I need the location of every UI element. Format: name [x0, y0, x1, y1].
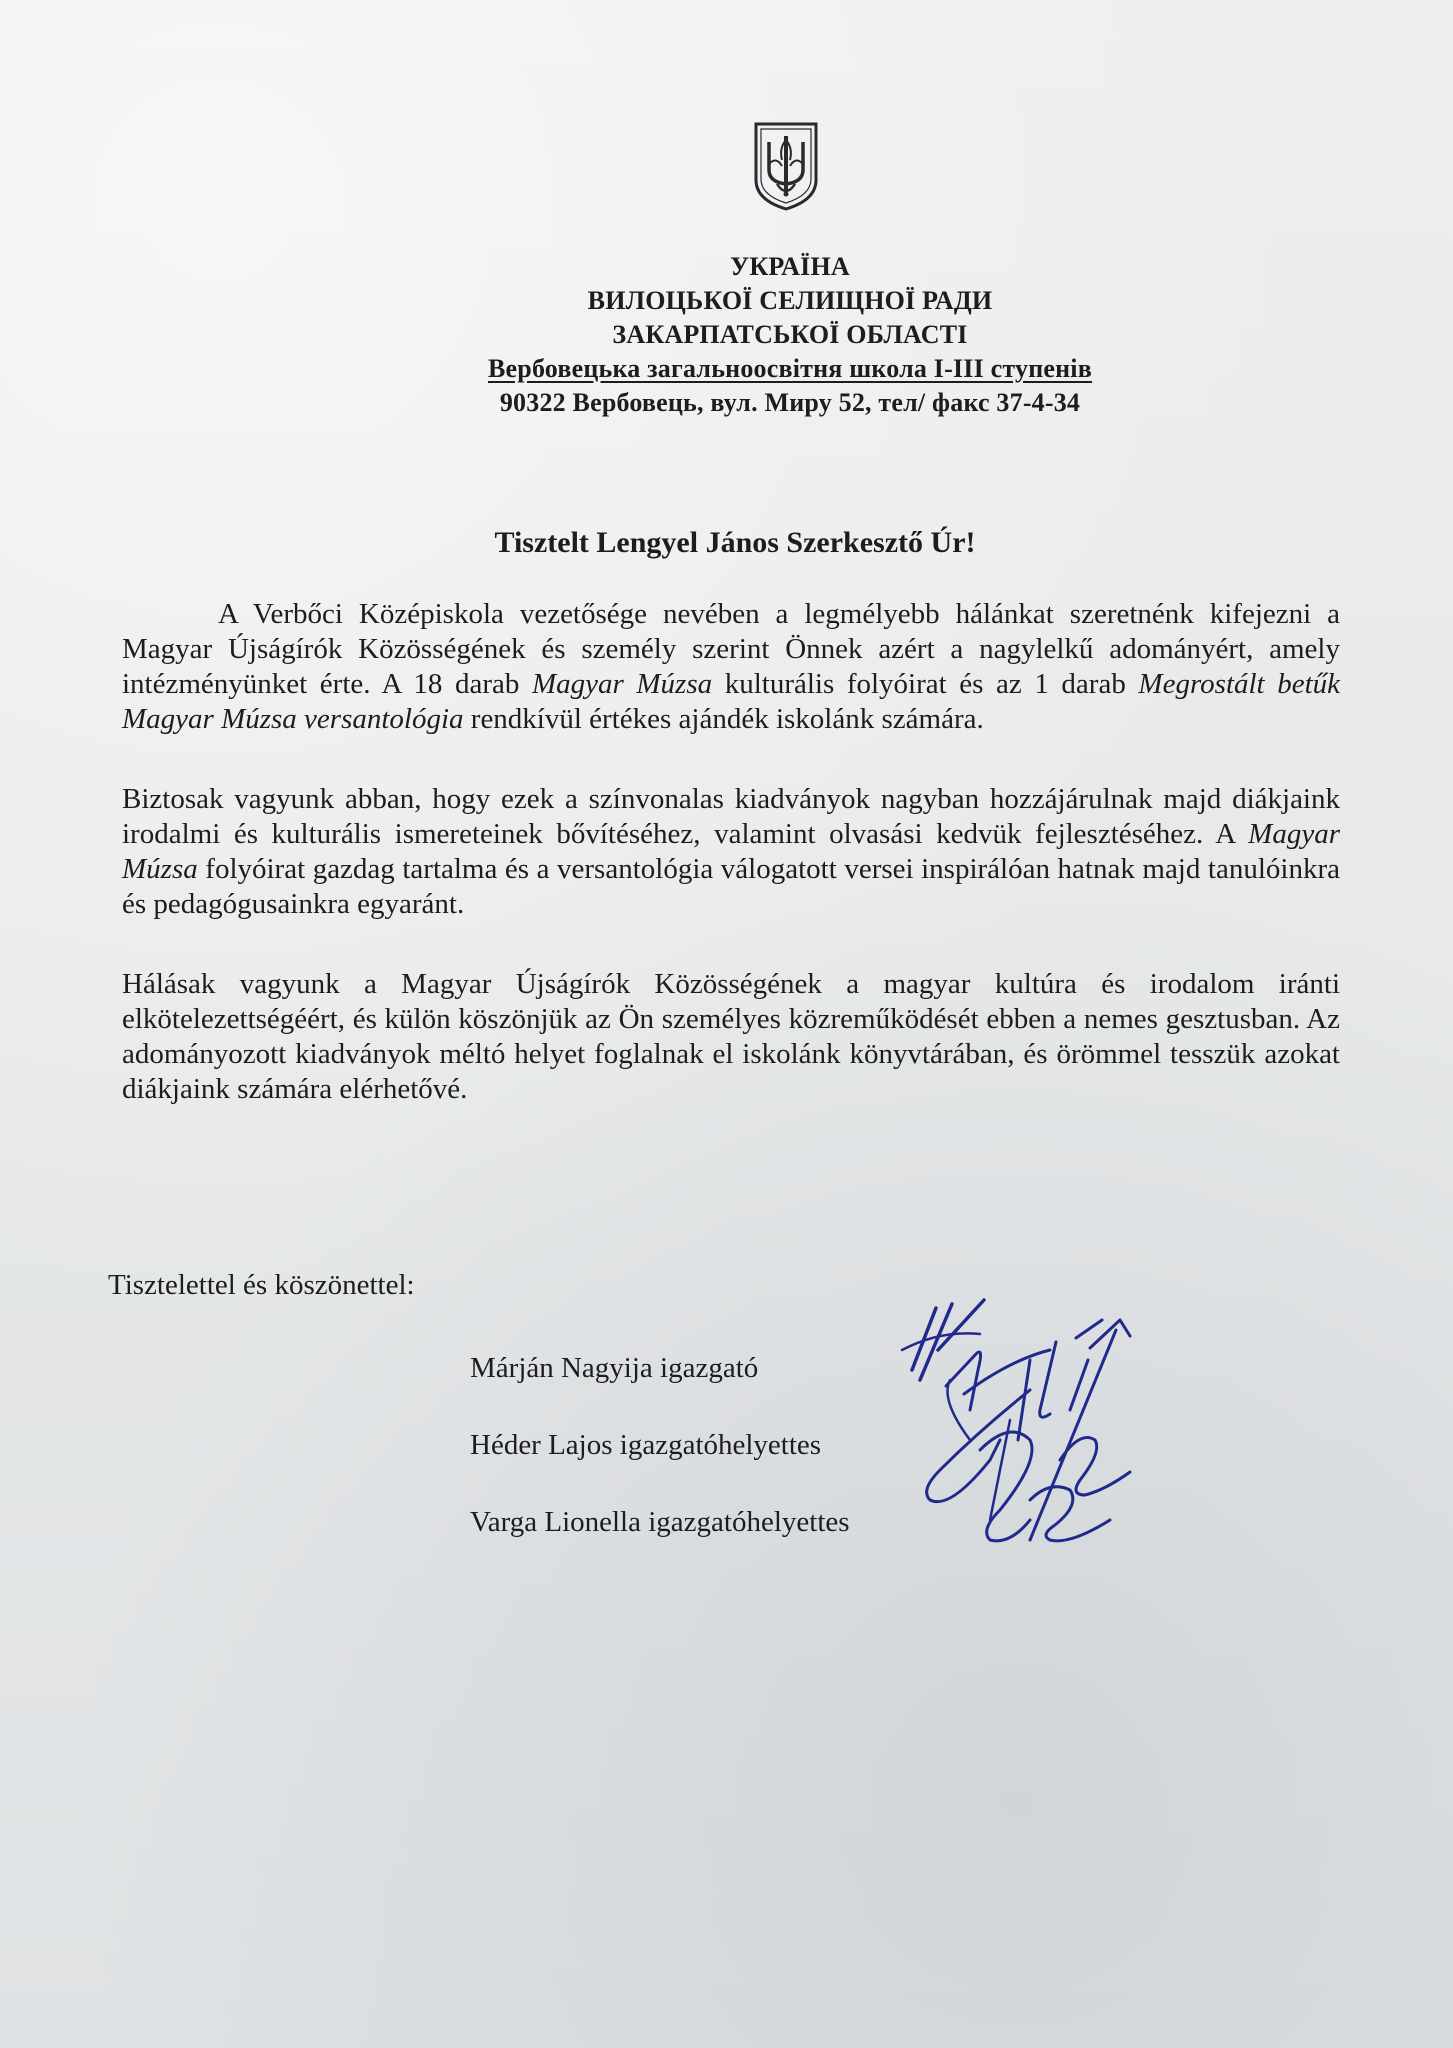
closing-line: Tisztelettel és köszönettel:: [108, 1269, 415, 1301]
signer-deputy-1: Héder Lajos igazgatóhelyettes: [470, 1429, 822, 1461]
letterhead-country: УКРАЇНА: [730, 252, 850, 281]
paragraph-1-text-b: kulturális folyóirat és az 1 darab: [712, 668, 1139, 700]
signer-principal: Márján Nagyija igazgató: [470, 1352, 759, 1384]
letterhead-region: ЗАКАРПАТСЬКОЇ ОБЛАСТІ: [612, 320, 968, 349]
handwritten-signature-icon: [880, 1290, 1220, 1590]
salutation: Tisztelt Lengyel János Szerkesztő Úr!: [494, 526, 976, 559]
letterhead: [380, 250, 1200, 420]
paragraph-2-text-b: folyóirat gazdag tartalma és a versantológia válogatott versei inspirálóan hatnak majd tanulóinkra és pedagógusainkra egyaránt.: [122, 853, 1340, 920]
letterhead-council: ВИЛОЦЬКОЇ СЕЛИЩНОЇ РАДИ: [587, 286, 993, 315]
signer-deputy-2: Varga Lionella igazgatóhelyettes: [470, 1506, 850, 1538]
letterhead-address: 90322 Вербовець, вул. Миру 52, тел/ факс 37-4-34: [499, 388, 1081, 417]
letter-body: [122, 597, 1340, 1107]
paragraph-3: Hálásak vagyunk a Magyar Újságírók Közösségének a magyar kultúra és irodalom iránti elkötelezettségéért, és külön köszönjük az Ön személyes közreműködését ebben a nemes gesztusban. Az adományozott kiadványok méltó helyet foglalnak el iskolánk könyvtárában, és örömmel tesszük azokat diákjaink számára elérhetővé.: [122, 968, 1340, 1105]
anthology-title: Megrostált betűk Magyar Múzsa versantológia: [122, 668, 1341, 735]
paragraph-2: [122, 782, 1340, 922]
magazine-title: Magyar Múzsa: [122, 818, 1340, 885]
signers-block: [470, 1350, 850, 1581]
magazine-title: Magyar Múzsa: [531, 668, 713, 700]
paragraph-1-text-c: rendkívül értékes ajándék iskolánk számára.: [463, 703, 984, 735]
trident-coat-of-arms-icon: [752, 120, 820, 212]
paragraph-1: [122, 597, 1340, 737]
paragraph-1-text-a: A Verbőci Középiskola vezetősége nevében a legmélyebb hálánkat szeretnénk kifejezni a Magyar Újságírók Közösségének és személy szerint Önnek azért a nagylelkű adományért, amely intézményünket érte. A 18 darab: [122, 598, 1340, 700]
paragraph-2-text-a: Biztosak vagyunk abban, hogy ezek a színvonalas kiadványok nagyban hozzájárulnak majd diákjaink irodalmi és kulturális ismereteinek bővítéséhez, valamint olvasási kedvük fejlesztéséhez. A: [122, 783, 1340, 850]
letterhead-school: Вербовецька загальноосвітня школа І-ІІІ ступенів: [488, 354, 1092, 383]
